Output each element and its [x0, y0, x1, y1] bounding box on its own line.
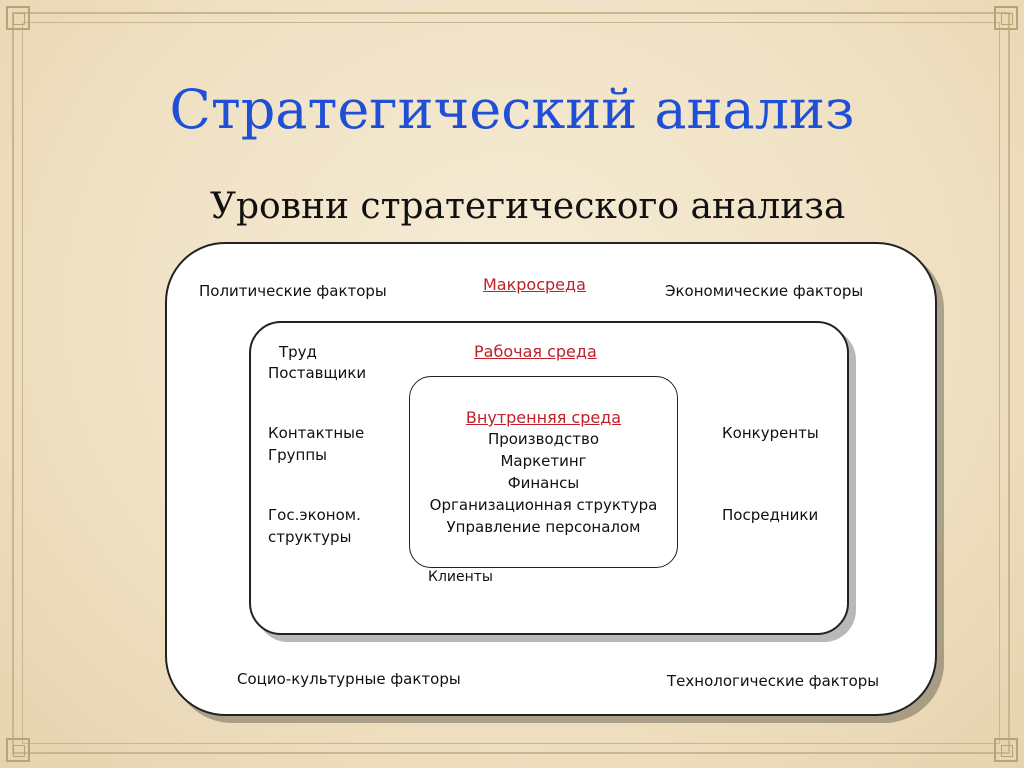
corner-ornament — [6, 738, 30, 762]
intermediaries-item: Посредники — [722, 506, 819, 524]
slide-subtitle: Уровни стратегического анализа — [210, 186, 846, 227]
macro-label: Макросреда — [483, 275, 586, 294]
corner-ornament — [994, 6, 1018, 30]
work-label: Рабочая среда — [474, 342, 597, 361]
gov-structures-line2: структуры — [268, 528, 352, 546]
list-item: Производство — [487, 430, 600, 448]
corner-ornament — [994, 738, 1018, 762]
clients-item: Клиенты — [428, 569, 493, 585]
sociocultural-factors: Социо-культурные факторы — [237, 670, 461, 688]
list-item: Маркетинг — [500, 452, 587, 470]
economic-factors: Экономические факторы — [665, 282, 864, 300]
list-item: Организационная структура — [429, 496, 658, 514]
internal-label: Внутренняя среда — [465, 408, 622, 427]
list-item: Управление персоналом — [446, 518, 641, 536]
suppliers-item: Поставщики — [268, 364, 367, 382]
labor-item: Труд — [279, 343, 317, 361]
contact-groups-line2: Группы — [268, 446, 328, 464]
gov-structures-line1: Гос.эконом. — [268, 506, 361, 524]
list-item: Финансы — [507, 474, 580, 492]
political-factors: Политические факторы — [199, 282, 387, 300]
internal-items-list — [409, 428, 678, 538]
corner-ornament — [6, 6, 30, 30]
contact-groups-line1: Контактные — [268, 424, 365, 442]
competitors-item: Конкуренты — [722, 424, 819, 442]
slide-title: Стратегический анализ — [169, 78, 855, 141]
technological-factors: Технологические факторы — [667, 672, 880, 690]
internal-label-wrap — [409, 408, 678, 427]
